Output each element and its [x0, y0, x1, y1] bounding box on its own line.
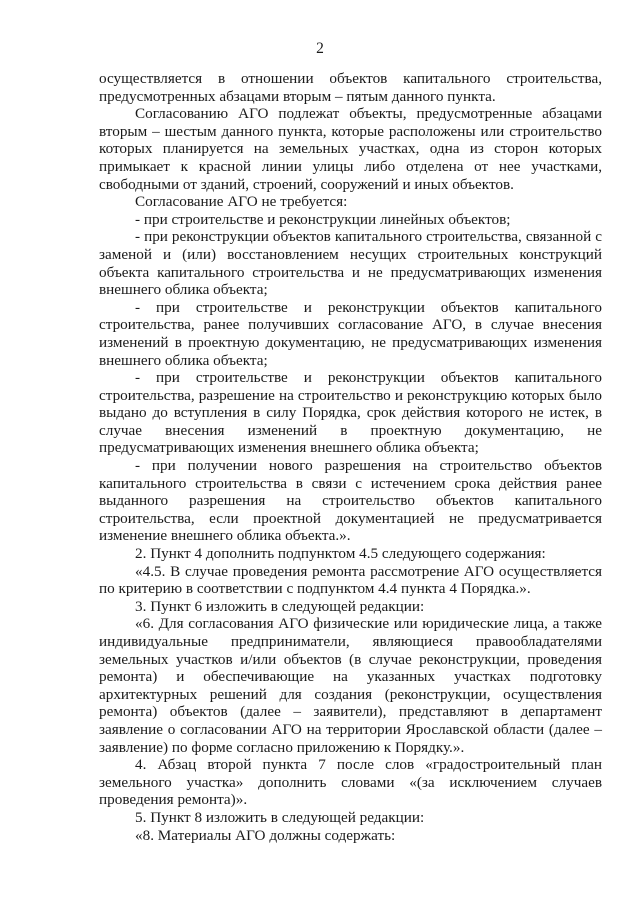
paragraph: «8. Материалы АГО должны содержать: [135, 826, 396, 844]
page-number: 2 [316, 40, 324, 57]
paragraph: 4. Абзац второй пункта 7 после слов «градостроительный план земельного участка» дополнить словами «(за исключением случаев проведения ремонта)». [99, 756, 602, 809]
list-item: - при строительстве и реконструкции объектов капитального строительства, разрешение на строительство и реконструкцию которых было выдано до вступления в силу Порядка, срок действия которого не истек, в случае внесения изменений в проектную документацию, не предусматривающих изменения внешнего облика объекта; [99, 369, 602, 457]
document-body [99, 70, 602, 844]
paragraph: осуществляется в отношении объектов капитального строительства, предусмотренных абзацами вторым – пятым данного пункта. [99, 70, 602, 105]
paragraph: Согласованию АГО подлежат объекты, предусмотренные абзацами вторым – шестым данного пункта, которые расположены или строительство которых планируется на земельных участках, одна из сторон которых примыкает к красной линии улицы либо отделена от нее участками, свободными от зданий, строений, сооружений и иных объектов. [99, 105, 602, 193]
paragraph: 5. Пункт 8 изложить в следующей редакции: [135, 808, 425, 826]
list-item: - при строительстве и реконструкции объектов капитального строительства, ранее получивших согласование АГО, в случае внесения изменений в проектную документацию, не предусматривающих изменения внешнего облика объекта; [99, 298, 602, 369]
paragraph: 2. Пункт 4 дополнить подпунктом 4.5 следующего содержания: [135, 545, 546, 563]
list-item: - при строительстве и реконструкции линейных объектов; [135, 210, 511, 228]
paragraph: «6. Для согласования АГО физические или юридические лица, а также индивидуальные предприниматели, являющиеся правообладателями земельных участков и/или объектов (в случае реконструкции, проведения ремонта) и обеспечивающие на указанных участках подготовку архитектурных решений для создания (реконструкции, осуществления ремонта) объектов (далее – заявители), представляют в департамент заявление о согласовании АГО на территории Ярославской области (далее – заявление) по форме согласно приложению к Порядку.». [99, 615, 602, 756]
paragraph: 3. Пункт 6 изложить в следующей редакции: [135, 597, 425, 615]
paragraph: Согласование АГО не требуется: [135, 193, 348, 211]
list-item: - при реконструкции объектов капитального строительства, связанной с заменой и (или) восстановлением несущих строительных конструкций объекта капитального строительства и не предусматривающих изменения внешнего облика объекта; [99, 228, 602, 299]
list-item: - при получении нового разрешения на строительство объектов капитального строительства в связи с истечением срока действия ранее выданного разрешения на строительство объектов капитального строительства, если проектной документацией не предусматривается изменение внешнего облика объекта.». [99, 457, 602, 545]
paragraph: «4.5. В случае проведения ремонта рассмотрение АГО осуществляется по критерию в соответствии с подпунктом 4.4 пункта 4 Порядка.». [99, 562, 602, 598]
